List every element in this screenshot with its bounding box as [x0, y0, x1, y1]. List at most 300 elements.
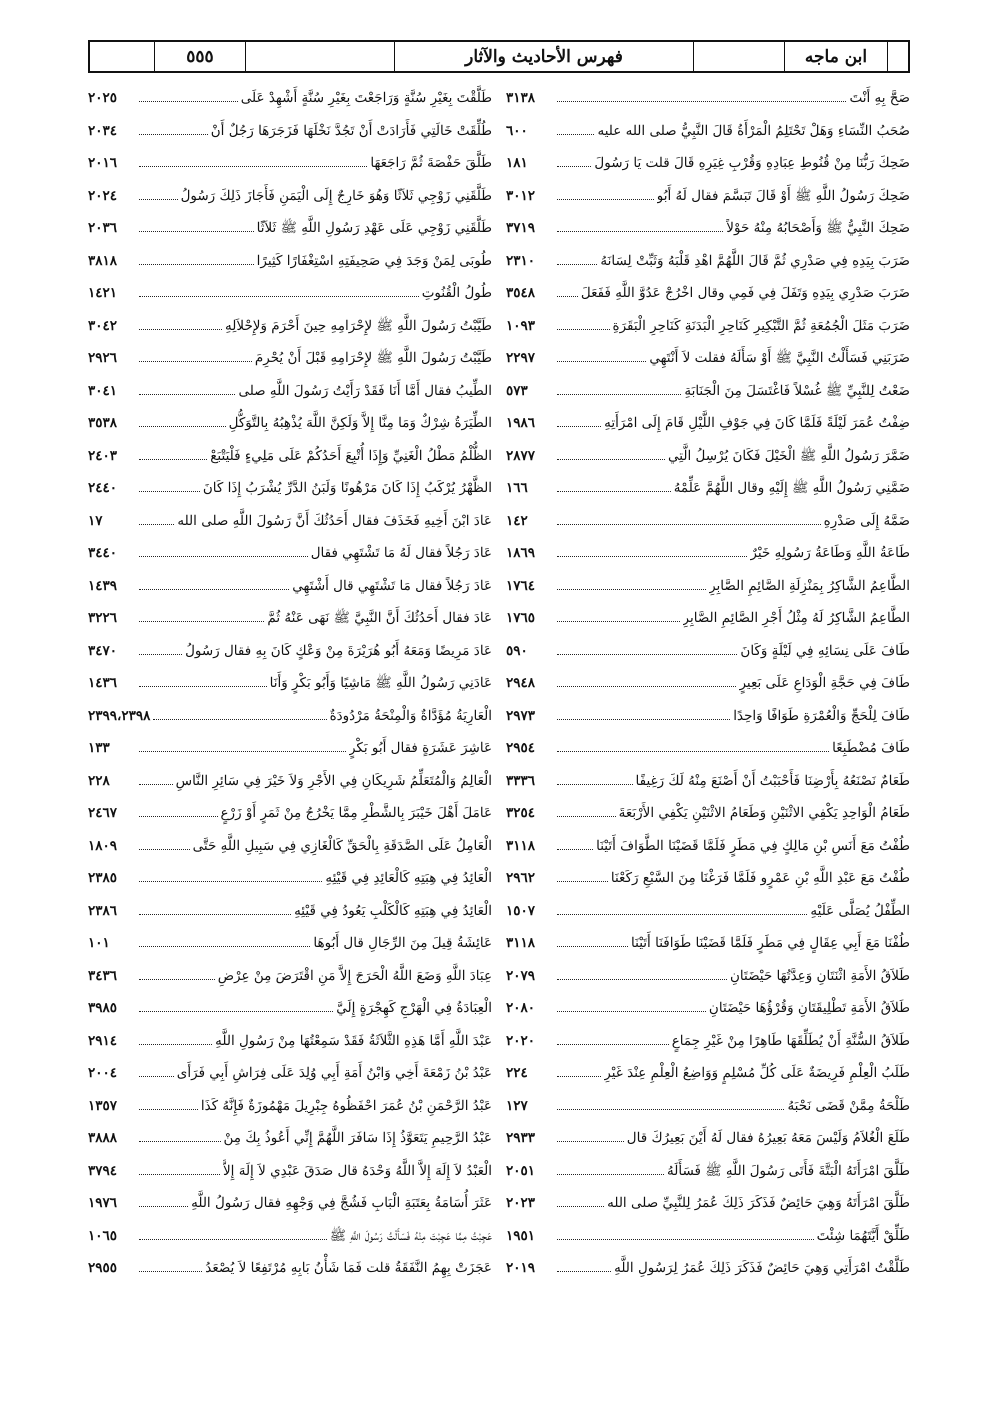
index-entry [506, 147, 910, 180]
hadith-number: ٣٥٣٨ [88, 415, 118, 431]
entry-text: الطِّيَرَةُ شِرْكٌ وَمَا مِنَّا إِلاَّ وَلَكِنَّ اللَّهَ يُذْهِبُهُ بِالتَّوَكُّلِ [228, 415, 492, 431]
dot-leader [139, 653, 182, 655]
entry-text: طَيَّبْتُ رَسُولَ اللَّهِ ﷺ لإِحْرَامِهِ حِينَ أَحْرَمَ وَلإِحْلاَلِهِ [225, 317, 492, 334]
index-entry [506, 342, 910, 375]
index-entry [88, 537, 492, 570]
hadith-number: ٢٢٨ [88, 772, 110, 789]
index-entry [506, 1220, 910, 1253]
entry-text: عَجَزَتْ بِهِمُ النَّفَقَةُ قلت فَمَا شَأْنُ بَابِهِ مُرْتَفِعًا لاَ يُصْعَدُ [205, 1260, 492, 1276]
index-entry [88, 212, 492, 245]
index-entry [88, 797, 492, 830]
hadith-number: ١٠٦٥ [88, 1227, 118, 1244]
hadith-number: ٣٠١٢ [506, 187, 536, 204]
hadith-number: ٢٩٥٤ [506, 740, 536, 756]
dot-leader [557, 815, 616, 817]
entry-text: طَلَّقْتَ بِغَيْرِ سُنَّةٍ وَرَاجَعْتَ بِغَيْرِ سُنَّةٍ أَشْهِدْ عَلَى [240, 90, 492, 106]
entry-text: صَحَّ بِهِ أَنْتَ [849, 90, 910, 106]
dot-leader [139, 425, 226, 427]
dot-leader [557, 198, 654, 200]
index-entry [88, 115, 492, 148]
entry-text: الْعَائِدُ فِي هِبَتِهِ كَالْعَائِدِ فِي قَيْئِهِ [325, 870, 492, 886]
index-entry [88, 1122, 492, 1155]
index-entry [506, 700, 910, 733]
dot-leader [139, 523, 174, 525]
dot-leader [557, 230, 723, 232]
hadith-number: ١٩٧٦ [88, 1195, 118, 1211]
hadith-number: ٢٩٧٣ [506, 707, 536, 724]
entry-text: طُفْتُ مَعَ عَبْدِ اللَّهِ بْنِ عَمْرٍو فَلَمَّا فَرَغْنَا مِنَ السَّبْعِ رَكَعْنَا [610, 870, 910, 886]
index-entry [506, 862, 910, 895]
page-number: ٥٥٥ [154, 42, 245, 71]
hadith-number: ١٣٥٧ [88, 1097, 118, 1114]
hadith-number: ٢٣٩٩،٢٣٩٨ [88, 707, 151, 724]
entry-text: طَلَّقْتُ امْرَأَتِي وَهِيَ حَائِضٌ فَذَكَرَ ذَلِكَ عُمَرُ لِرَسُولِ اللَّهِ [614, 1260, 910, 1276]
hadith-number: ١٢٧ [506, 1097, 528, 1114]
hadith-number: ٣٧١٩ [506, 220, 536, 236]
entry-text: طَلَبُ الْعِلْمِ فَرِيضَةٌ عَلَى كُلِّ مُسْلِمٍ وَوَاضِعُ الْعِلْمِ عِنْدَ غَيْرِ [604, 1065, 910, 1081]
dot-leader [139, 913, 291, 915]
hadith-number: ١٨٠٩ [88, 837, 118, 854]
hadith-number: ٢٤٤٠ [88, 480, 118, 496]
index-entry [506, 895, 910, 928]
hadith-number: ٢٤٠٣ [88, 447, 118, 464]
dot-leader [557, 425, 601, 427]
dot-leader [139, 1238, 327, 1240]
dot-leader [557, 1010, 706, 1012]
entry-text: الظَّهْرُ يُرْكَبُ إِذَا كَانَ مَرْهُونًا وَلَبَنُ الدَّرِّ يُشْرَبُ إِذَا كَانَ [202, 480, 492, 496]
entry-text: عَبْدُ الرَّحْمَنِ بْنُ عُمَرَ احْفَظُوهُ جِبْرِيلَ مَهْمُوزَةٌ فَإِنَّهُ كَذَا [200, 1097, 492, 1114]
entry-text: طَلَّقَنِي زَوْجِي عَلَى عَهْدِ رَسُولِ اللَّهِ ﷺ ثَلاَثًا [256, 220, 492, 236]
dot-leader [557, 1238, 814, 1240]
header-cell-empty-right [887, 42, 908, 71]
index-title: فهرس الأحاديث والآثار [394, 42, 693, 71]
hadith-number: ١٨١ [506, 155, 528, 171]
index-entry [88, 1252, 492, 1285]
entry-text: ضَرَبَنِي فَسَأَلْتُ النَّبِيَّ ﷺ أَوْ سَأَلَهُ فقلت لاَ أَنْتَهِي [649, 350, 910, 366]
hadith-number: ٣٣٣٦ [506, 772, 536, 789]
entry-text: عَاشِرَ عَشَرَةٍ فقال أَبُو بَكْرٍ [348, 740, 492, 756]
dot-leader [139, 815, 218, 817]
entry-text: طُفْنَا مَعَ أَبِي عِقَالٍ فِي مَطَرٍ فَلَمَّا قَضَيْنَا طَوَافَنَا أَتَيْنَا [631, 935, 910, 951]
entry-text: عَامَلَ أَهْلَ خَيْبَرَ بِالشَّطْرِ مِمَّا يَخْرُجُ مِنْ ثَمَرٍ أَوْ زَرْعٍ [220, 805, 492, 821]
entry-text: طَاعَةُ اللَّهِ وَطَاعَةُ رَسُولِهِ خَيْرٌ [750, 545, 910, 561]
dot-leader [557, 393, 681, 395]
dot-leader [557, 328, 610, 330]
hadith-number: ٢٠٠٤ [88, 1065, 118, 1081]
entry-text: الطَّاعِمُ الشَّاكِرُ لَهُ مِثْلُ أَجْرِ الصَّائِمِ الصَّابِرِ [682, 610, 910, 626]
hadith-number: ٣٧٩٤ [88, 1162, 118, 1179]
dot-leader [557, 978, 727, 980]
dot-leader [139, 165, 367, 167]
dot-leader [139, 393, 235, 395]
entry-text: عَثَرَ أُسَامَةُ بِعَتَبَةِ الْبَابِ فَشُجَّ فِي وَجْهِهِ فقال رَسُولُ اللَّهِ [191, 1195, 492, 1211]
dot-leader [557, 1075, 601, 1077]
hadith-number: ٣٢٥٤ [506, 805, 536, 821]
hadith-number: ٣٩٨٥ [88, 1000, 118, 1016]
dot-leader [557, 100, 846, 102]
index-entry [506, 667, 910, 700]
index-entry [506, 472, 910, 505]
hadith-number: ٥٩٠ [506, 642, 528, 659]
entry-text: الْعَبْدُ لاَ إِلَهَ إِلاَّ اللَّهُ وَحْدَهُ قال صَدَقَ عَبْدِي لاَ إِلَهَ إِلاَّ [222, 1162, 492, 1179]
hadith-number: ٢٣٨٦ [88, 902, 118, 919]
index-entry [88, 862, 492, 895]
hadith-number: ٢٤٦٧ [88, 805, 118, 821]
hadith-number: ١٥٠٧ [506, 902, 536, 919]
dot-leader [139, 1108, 198, 1110]
dot-leader [139, 1205, 188, 1207]
entry-text: طَلاَقُ الأَمَةِ تَطْلِيقَتَانِ وَقُرْؤُهَا حَيْضَتَانِ [708, 1000, 910, 1016]
index-entry [88, 407, 492, 440]
entry-text: ضَحِكَ النَّبِيُّ ﷺ وَأَصْحَابُهُ مِنْهُ حَوْلاً [726, 220, 910, 236]
entry-text: الطِّفْلُ يُصَلَّى عَلَيْهِ [810, 902, 910, 919]
dot-leader [557, 458, 665, 460]
index-entry [506, 537, 910, 570]
dot-leader [557, 945, 628, 947]
index-entry [88, 830, 492, 863]
hadith-number: ٣٤٣٦ [88, 967, 118, 984]
hadith-number: ٢٩١٤ [88, 1032, 118, 1049]
page-header [88, 40, 910, 73]
dot-leader [139, 685, 267, 687]
dot-leader [139, 1075, 174, 1077]
index-entry [506, 570, 910, 603]
dot-leader [139, 295, 419, 297]
index-entry [88, 602, 492, 635]
index-entry [88, 667, 492, 700]
entry-text: عَادَ مَرِيضًا وَمَعَهُ أَبُو هُرَيْرَةَ مِنْ وَعْكٍ كَانَ بِهِ فقال رَسُولُ [185, 642, 492, 659]
dot-leader [139, 783, 173, 785]
dot-leader [557, 913, 807, 915]
dot-leader [139, 588, 289, 590]
header-cell-empty-left [90, 42, 154, 71]
hadith-number: ٢٠٨٠ [506, 1000, 536, 1016]
dot-leader [139, 620, 264, 622]
hadith-number: ٢٠٧٩ [506, 967, 536, 984]
hadith-number: ١٤٣٦ [88, 675, 118, 691]
entry-text: ضَرَبَ مَثَلَ الْجُمُعَةِ ثُمَّ التَّبْكِيرِ كَنَاحِرِ الْبَدَنَةِ كَنَاحِرِ الْبَقَرَةِ [612, 317, 910, 334]
index-entry [88, 1220, 492, 1253]
entry-text: طَافَ عَلَى نِسَائِهِ فِي لَيْلَةٍ وَكَانَ [740, 642, 910, 659]
index-entry [506, 635, 910, 668]
dot-leader [139, 458, 207, 460]
entry-text: طَلِّقْ أَيَّتَهُمَا شِئْتَ [816, 1227, 910, 1244]
entry-text: ضَمَّنِي رَسُولُ اللَّهِ ﷺ إِلَيْهِ وقال اللَّهُمَّ عَلِّمْهُ [673, 480, 910, 496]
dot-leader [139, 490, 200, 492]
hadith-number: ٣١١٨ [506, 935, 536, 951]
hadith-number: ١٩٨٦ [506, 415, 536, 431]
dot-leader [557, 1108, 784, 1110]
entry-text: عَادَ رَجُلاً فقال مَا تَشْتَهِي قال أَشْتَهِي [292, 577, 492, 594]
dot-leader [557, 295, 578, 297]
dot-leader [139, 1043, 212, 1045]
index-entry [506, 602, 910, 635]
entry-text: ضَحِكَ رَبُّنَا مِنْ قُنُوطِ عِبَادِهِ وَقُرْبِ غِيَرِهِ قَالَ قلت يَا رَسُولَ [594, 155, 910, 171]
dot-leader [557, 783, 633, 785]
hadith-number: ٣٥٤٨ [506, 285, 536, 301]
entry-text: طَيَّبْتُ رَسُولَ اللَّهِ ﷺ لإِحْرَامِهِ قَبْلَ أَنْ يُحْرِمَ [254, 350, 492, 366]
entry-text: طَلَّقَ امْرَأَتَهُ وَهِيَ حَائِضٌ فَذَكَرَ ذَلِكَ عُمَرُ لِلنَّبِيِّ صلى الله [607, 1195, 910, 1211]
hadith-number: ٢٩٣٣ [506, 1130, 536, 1146]
hadith-number: ٢٣٨٥ [88, 870, 118, 886]
hadith-number: ٢٠٢٤ [88, 187, 118, 204]
index-entry [88, 895, 492, 928]
index-entry [506, 797, 910, 830]
entry-text: طَلاَقُ السُّنَّةِ أَنْ يُطَلِّقَهَا طَاهِرًا مِنْ غَيْرِ جِمَاعٍ [671, 1032, 910, 1049]
entry-text: طُوبَى لِمَنْ وَجَدَ فِي صَحِيفَتِهِ اسْتِغْفَارًا كَثِيرًا [256, 252, 492, 269]
index-entry [88, 1057, 492, 1090]
right-column [506, 82, 910, 1382]
dot-leader [557, 620, 680, 622]
hadith-number: ٢٣١٠ [506, 252, 536, 269]
hadith-number: ١٧ [88, 512, 103, 529]
entry-text: عَجِبْتُ مِمَّا عَجِبْتَ مِنْهُ فَسَأَلْتُ رَسُولَ اللَّهِ ﷺ [329, 1227, 492, 1244]
entry-text: طَافَ فِي حَجَّةِ الْوَدَاعِ عَلَى بَعِيرٍ [739, 675, 910, 691]
index-entry [506, 1122, 910, 1155]
index-entry [88, 505, 492, 538]
entry-text: عَادَ رَجُلاً فقال لَهُ مَا تَشْتَهِي فقال [310, 545, 492, 561]
hadith-number: ٣٤٧٠ [88, 642, 118, 659]
dot-leader [557, 360, 646, 362]
index-entry [506, 277, 910, 310]
hadith-number: ٣٨٨٨ [88, 1130, 118, 1146]
index-entry [506, 765, 910, 798]
hadith-number: ٢٩٢٦ [88, 350, 118, 366]
index-entry [88, 245, 492, 278]
dot-leader [557, 165, 591, 167]
hadith-number: ٢٩٥٥ [88, 1260, 118, 1276]
index-entry [88, 765, 492, 798]
hadith-number: ٢٠٣٦ [88, 220, 118, 236]
index-entry [88, 1025, 492, 1058]
index-entry [506, 732, 910, 765]
index-entry [506, 440, 910, 473]
hadith-number: ٣٢٢٦ [88, 610, 118, 626]
index-entry [506, 310, 910, 343]
dot-leader [139, 555, 308, 557]
entry-text: طَلَعَ الْغُلاَمُ وَلَيْسَ مَعَهُ بَعِيرُهُ فقال لَهُ أَيْنَ بَعِيرُكَ قال [626, 1130, 910, 1146]
index-entry [506, 115, 910, 148]
index-entry [88, 310, 492, 343]
dot-leader [557, 1043, 669, 1045]
dot-leader [139, 1010, 333, 1012]
entry-text: طَلَّقَ امْرَأَتَهُ الْبَتَّةَ فَأَتَى رَسُولَ اللَّهِ ﷺ فَسَأَلَهُ [667, 1162, 910, 1179]
index-entry [506, 505, 910, 538]
entry-text: طَافَ مُضْطَبِعًا [832, 740, 910, 756]
entry-text: عَادَ ابْنَ أَخِيهِ فَخَذَفَ فقال أَحَدُثُكَ أَنَّ رَسُولَ اللَّهِ صلى الله [177, 512, 492, 529]
index-entry [88, 570, 492, 603]
hadith-number: ٣٤٤٠ [88, 545, 118, 561]
entry-text: الطَّاعِمُ الشَّاكِرُ بِمَنْزِلَةِ الصَّائِمِ الصَّابِرِ [709, 577, 910, 594]
entry-text: ضَرَبَ صَدْرِي بِيَدِهِ وَتَفَلَ فِي فَمِي وقال اخْرُجْ عَدُوَّ اللَّهِ فَفَعَلَ [580, 285, 910, 301]
dot-leader [557, 1173, 664, 1175]
hadith-number: ١٨٦٩ [506, 545, 536, 561]
index-entry [506, 960, 910, 993]
index-entry [88, 927, 492, 960]
hadith-number: ١٤٢ [506, 512, 528, 529]
index-entry [506, 375, 910, 408]
hadith-number: ١٤٢١ [88, 285, 118, 301]
dot-leader [139, 1270, 202, 1272]
entry-text: طُولُ الْقُنُوتِ [421, 285, 492, 301]
entry-text: طَلْحَةُ مِمَّنْ قَضَى نَحْبَهُ [787, 1097, 910, 1114]
entry-text: الْعِبَادَةُ فِي الْهَرْجِ كَهِجْرَةٍ إِلَيَّ [336, 1000, 492, 1016]
dot-leader [557, 1270, 611, 1272]
index-entry [88, 700, 492, 733]
entry-text: الْعَارِيَةُ مُؤَدَّاةٌ وَالْمِنْحَةُ مَرْدُودَةٌ [329, 707, 492, 724]
index-entry [506, 82, 910, 115]
hadith-number: ٢٠٢٣ [506, 1195, 536, 1211]
dot-leader [139, 133, 208, 135]
entry-text: عَبْدُ بْنُ زَمْعَةَ أَخِي وَابْنُ أَمَةِ أَبِي وُلِدَ عَلَى فِرَاشِ أَبِي فَرَأَى [176, 1065, 492, 1081]
hadith-number: ٦٠٠ [506, 122, 528, 139]
dot-leader [557, 133, 594, 135]
dot-leader [139, 1173, 220, 1175]
entry-text: عَادَنِي رَسُولُ اللَّهِ ﷺ مَاشِيًا وَأَبُو بَكْرٍ وَأَنَا [269, 675, 492, 691]
hadith-number: ٢٠٥١ [506, 1162, 536, 1179]
dot-leader [557, 588, 706, 590]
entry-text: صُحَبُ النِّسَاءِ وَهَلْ تَحْتَلِمُ الْمَرْأَةُ قَالَ النَّبِيُّ صلى الله عليه [597, 122, 910, 139]
entry-text: الْعَائِدُ فِي هِبَتِهِ كَالْكَلْبِ يَعُودُ فِي قَيْئِهِ [294, 902, 492, 919]
hadith-number: ٢٩٦٢ [506, 870, 536, 886]
hadith-number: ١٤٣٩ [88, 577, 118, 594]
entry-text: الطِّيبُ فقال أَمَّا أَنَا فَقَدْ رَأَيْتُ رَسُولَ اللَّهِ صلى [238, 382, 492, 399]
dot-leader [557, 263, 597, 265]
index-entry [88, 960, 492, 993]
dot-leader [139, 1140, 221, 1142]
index-columns [88, 82, 910, 1382]
index-entry [88, 732, 492, 765]
dot-leader [557, 848, 593, 850]
hadith-number: ١٠٩٣ [506, 317, 536, 334]
entry-text: الْعَالِمُ وَالْمُتَعَلِّمُ شَرِيكَانِ فِي الأَجْرِ وَلاَ خَيْرَ فِي سَائِرِ النَّاسِ [175, 772, 492, 789]
dot-leader [557, 1140, 624, 1142]
hadith-number: ١٦٦ [506, 480, 528, 496]
index-entry [506, 1187, 910, 1220]
index-entry [506, 407, 910, 440]
dot-leader [139, 360, 252, 362]
entry-text: طَلَّقَ حَفْصَةَ ثُمَّ رَاجَعَهَا [370, 155, 492, 171]
hadith-number: ٣٠٤١ [88, 382, 118, 399]
left-column [88, 82, 492, 1382]
index-entry [88, 992, 492, 1025]
hadith-number: ١٧٦٤ [506, 577, 536, 594]
index-entry [506, 1252, 910, 1285]
entry-text: ضَمَّهُ إِلَى صَدْرِهِ [823, 512, 910, 529]
index-entry [88, 180, 492, 213]
hadith-number: ٢٨٧٧ [506, 447, 536, 464]
index-entry [88, 82, 492, 115]
index-entry [88, 342, 492, 375]
dot-leader [557, 880, 608, 882]
dot-leader [139, 263, 254, 265]
index-entry [506, 180, 910, 213]
hadith-number: ٢٠٢٥ [88, 90, 118, 106]
dot-leader [557, 490, 671, 492]
hadith-number: ٥٧٣ [506, 382, 528, 399]
dot-leader [139, 198, 178, 200]
entry-text: الظُّلْمُ مَطْلُ الْغَنِيِّ وَإِذَا أُتْبِعَ أَحَدُكُمْ عَلَى مَلِيءٍ فَلْيَتْبَعْ [210, 447, 492, 464]
index-entry [88, 277, 492, 310]
index-entry [506, 1090, 910, 1123]
hadith-number: ٢٠١٩ [506, 1260, 536, 1276]
entry-text: عَبْدَ اللَّهِ أَمَّا هَذِهِ الثَّلاَثَةُ فَقَدْ سَمِعْتُهَا مِنْ رَسُولِ اللَّهِ [215, 1032, 492, 1049]
index-entry [88, 375, 492, 408]
dot-leader [139, 230, 254, 232]
entry-text: طَلَّقَنِي زَوْجِي ثَلاَثًا وَهُوَ خَارِجٌ إِلَى الْيَمَنِ فَأَجَازَ ذَلِكَ رَسُولُ [180, 187, 492, 204]
entry-text: عَادَ فقال أَحَدُثُكَ أَنَّ النَّبِيَّ ﷺ نَهَى عَنْهُ ثُمَّ [267, 610, 492, 626]
header-cell-spacer [693, 42, 784, 71]
entry-text: ضَمَّرَ رَسُولُ اللَّهِ ﷺ الْخَيْلَ فَكَانَ يُرْسِلُ الَّتِي [668, 447, 910, 464]
entry-text: ضِفْتُ عُمَرَ لَيْلَةً فَلَمَّا كَانَ فِي جَوْفِ اللَّيْلِ قَامَ إِلَى امْرَأَتِهِ [604, 415, 910, 431]
hadith-number: ١٧٦٥ [506, 610, 536, 626]
index-entry [88, 635, 492, 668]
entry-text: طَعَامُ الْوَاحِدِ يَكْفِي الاثْنَيْنِ وَطَعَامُ الاثْنَيْنِ يَكْفِي الأَرْبَعَةَ [618, 805, 910, 821]
dot-leader [557, 1205, 604, 1207]
entry-text: طَلاَقُ الأَمَةِ اثْنَتَانِ وَعِدَّتُهَا حَيْضَتَانِ [729, 967, 910, 984]
hadith-number: ١٩٥١ [506, 1227, 536, 1244]
dot-leader [153, 718, 326, 720]
dot-leader [557, 718, 730, 720]
dot-leader [139, 880, 322, 882]
index-entry [88, 1155, 492, 1188]
hadith-number: ٣١١٨ [506, 837, 536, 854]
index-entry [506, 1057, 910, 1090]
hadith-number: ٣٨١٨ [88, 252, 118, 269]
hadith-number: ٣١٣٨ [506, 90, 536, 106]
hadith-number: ١٣٣ [88, 740, 110, 756]
entry-text: عَبْدُ الرَّحِيمِ يَتَعَوَّذُ إِذَا سَافَرَ اللَّهُمَّ إِنِّي أَعُوذُ بِكَ مِنْ [223, 1130, 492, 1146]
entry-text: طَعَامٌ نَصْنَعُهُ بِأَرْضِنَا فَأَحْبَبْتُ أَنْ أَصْنَعَ مِنْهُ لَكَ رَغِيفًا [635, 772, 910, 789]
dot-leader [139, 978, 215, 980]
hadith-number: ٢٢٤ [506, 1065, 528, 1081]
entry-text: طَافَ لِلْحَجِّ وَالْعُمْرَةِ طَوَافًا وَاحِدًا [733, 707, 910, 724]
dot-leader [557, 685, 736, 687]
index-entry [506, 1025, 910, 1058]
entry-text: ضَحِكَ رَسُولُ اللَّهِ ﷺ أَوْ قَالَ تَبَسَّمَ فقال لَهُ أَبُو [656, 187, 910, 204]
index-entry [88, 147, 492, 180]
hadith-number: ٢٩٤٨ [506, 675, 536, 691]
header-cell-spacer-2 [245, 42, 394, 71]
dot-leader [557, 523, 821, 525]
index-entry [506, 1155, 910, 1188]
index-entry [88, 1187, 492, 1220]
index-entry [506, 992, 910, 1025]
hadith-number: ١٠١ [88, 935, 110, 951]
dot-leader [139, 328, 222, 330]
hadith-number: ٢٠١٦ [88, 155, 118, 171]
entry-text: عِبَادَ اللَّهِ وَضَعَ اللَّهُ الْحَرَجَ إِلاَّ مَنِ اقْتَرَضَ مِنْ عِرْضِ [217, 967, 492, 984]
hadith-number: ٣٠٤٢ [88, 317, 118, 334]
hadith-number: ٢٢٩٧ [506, 350, 536, 366]
dot-leader [139, 848, 190, 850]
hadith-number: ٢٠٢٠ [506, 1032, 536, 1049]
entry-text: الْعَامِلُ عَلَى الصَّدَقَةِ بِالْحَقِّ كَالْغَازِي فِي سَبِيلِ اللَّهِ حَتَّى [192, 837, 492, 854]
dot-leader [557, 750, 829, 752]
entry-text: ضَعْتُ لِلنَّبِيِّ ﷺ غُسْلاً فَاغْتَسَلَ مِنَ الْجَنَابَةِ [684, 382, 910, 399]
dot-leader [139, 945, 310, 947]
index-entry [88, 1090, 492, 1123]
index-entry [506, 830, 910, 863]
index-entry [506, 927, 910, 960]
entry-text: ضَرَبَ بِيَدِهِ فِي صَدْرِي ثُمَّ قَالَ اللَّهُمَّ اهْدِ قَلْبَهُ وَثَبِّتْ لِسَانَهُ [600, 252, 910, 269]
index-entry [88, 472, 492, 505]
dot-leader [139, 750, 346, 752]
dot-leader [557, 653, 737, 655]
index-entry [506, 212, 910, 245]
entry-text: طُفْتُ مَعَ أَنَسِ بْنِ مَالِكٍ فِي مَطَرٍ فَلَمَّا قَضَيْنَا الطَّوَافَ أَتَيْنَا [596, 837, 910, 854]
entry-text: طُلِّقَتْ خَالَتِي فَأَرَادَتْ أَنْ تَجُدَّ نَخْلَهَا فَزَجَرَهَا رَجُلٌ أَنْ [210, 122, 492, 139]
